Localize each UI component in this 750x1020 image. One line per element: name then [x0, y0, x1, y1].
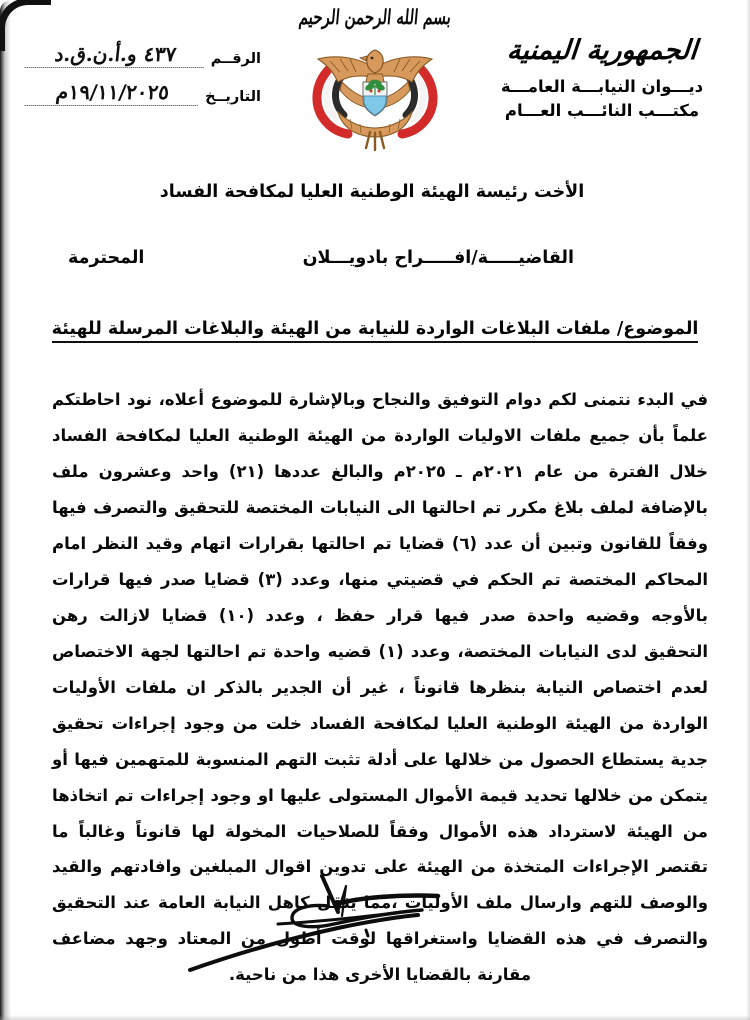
- reference-number-value: ٤٣٧ و.أ.ن.ق.د: [25, 42, 207, 68]
- subject-text: الموضوع/ ملفات البلاغات الواردة للنيابة من الهيئة والبلاغات المرسلة للهيئة: [52, 319, 699, 343]
- office-name-line-1: ديـــوان النيابـــة العامـــة: [500, 76, 704, 96]
- reference-number-row: [26, 42, 261, 68]
- recipient-name: القاضيـــــة/افـــــراح بادويـــلان: [302, 248, 574, 268]
- recipient-block: [0, 182, 750, 268]
- organisation-identity-block: [482, 36, 722, 123]
- basmala-calligraphy: بسم الله الرحمن الرحيم: [297, 4, 453, 30]
- reference-date-label: التاريــخ: [205, 89, 261, 105]
- letter-body-paragraph: في البدء نتمنى لكم دوام التوفيق والنجاح وبالإشارة للموضوع أعلاه، نود احاطتكم علماً بأن جميع ملفات الاوليات الواردة من الهيئة الوطنية العليا لمكافحة الفساد خلال الفترة من عام ٢٠٢١م ـ ٢٠٢٥م والبالغ عددها (٢١) واحد وعشرون ملف بالإضافة لملف بلاغ مكرر تم احالتها الى النيابات المختصة للتحقيق والتصرف فيها وفقاً للقانون وتبين أن عدد (٦) قضايا تم احالتها بقرارات اتهام وقيد النظر امام المحاكم المختصة تم الحكم في قضيتي منها، وعدد (٣) قضايا صدر فيها قرارات بالأوجه وقضيه واحدة صدر فيها قرار حفظ ، وعدد (١٠) قضايا لازالت رهن التحقيق لدى النيابات المختصة، وعدد (١) قضيه واحدة تم احالتها لجهة الاختصاص لعدم اختصاص النيابة بنظرها قانوناً ، غير أن الجدير بالذكر ان ملفات الأوليات الواردة من الهيئة الوطنية العليا لمكافحة الفساد خلت من وجود إجراءات تحقيق جدية يستطاع الحصول من خلالها على أدلة تثبت التهم المنسوبة للمتهمين فيها أو يتمكن من خلالها تحديد قيمة الأموال المستولى عليها او وجود إجراءات تم اتخاذها من الهيئة لاسترداد هذه الأموال وفقاً للصلاحيات المخولة لها قانوناً وغالباً ما تقتصر الإجراءات المتخذة من الهيئة على تدوين اقوال المبلغين وافادتهم والقيد والوصف للتهم وارسال ملف الأوليات ،مما يثقل كاهل النيابة العامة عند التحقيق والتصرف في هذه القضايا واستغراقها لوقت أطول من المعتاد وجهد مضاعف مقارنة بالقضايا الأخرى هذا من ناحية.: [52, 389, 708, 985]
- emblem-block: [280, 4, 470, 152]
- recipient-honorific: المحترمة: [68, 248, 145, 268]
- republic-name: الجمهورية اليمنية: [505, 35, 699, 66]
- reference-date-row: [26, 80, 261, 106]
- recipient-title: الأخت رئيسة الهيئة الوطنية العليا لمكافحة الفساد: [159, 182, 585, 202]
- subject-block: [0, 312, 750, 348]
- yemen-eagle-emblem-icon: [300, 34, 450, 152]
- office-name-line-2: مكتـــب النائـــب العـــام: [504, 100, 700, 120]
- recipient-name-row: [28, 248, 716, 268]
- reference-date-value: ١٩/١١/٢٠٢٥م: [25, 80, 201, 106]
- reference-meta-block: [26, 42, 261, 118]
- scan-edge-bottom-shadow: [0, 1015, 750, 1020]
- reference-number-label: الرقــم: [210, 51, 261, 67]
- letterhead-header: [0, 0, 750, 168]
